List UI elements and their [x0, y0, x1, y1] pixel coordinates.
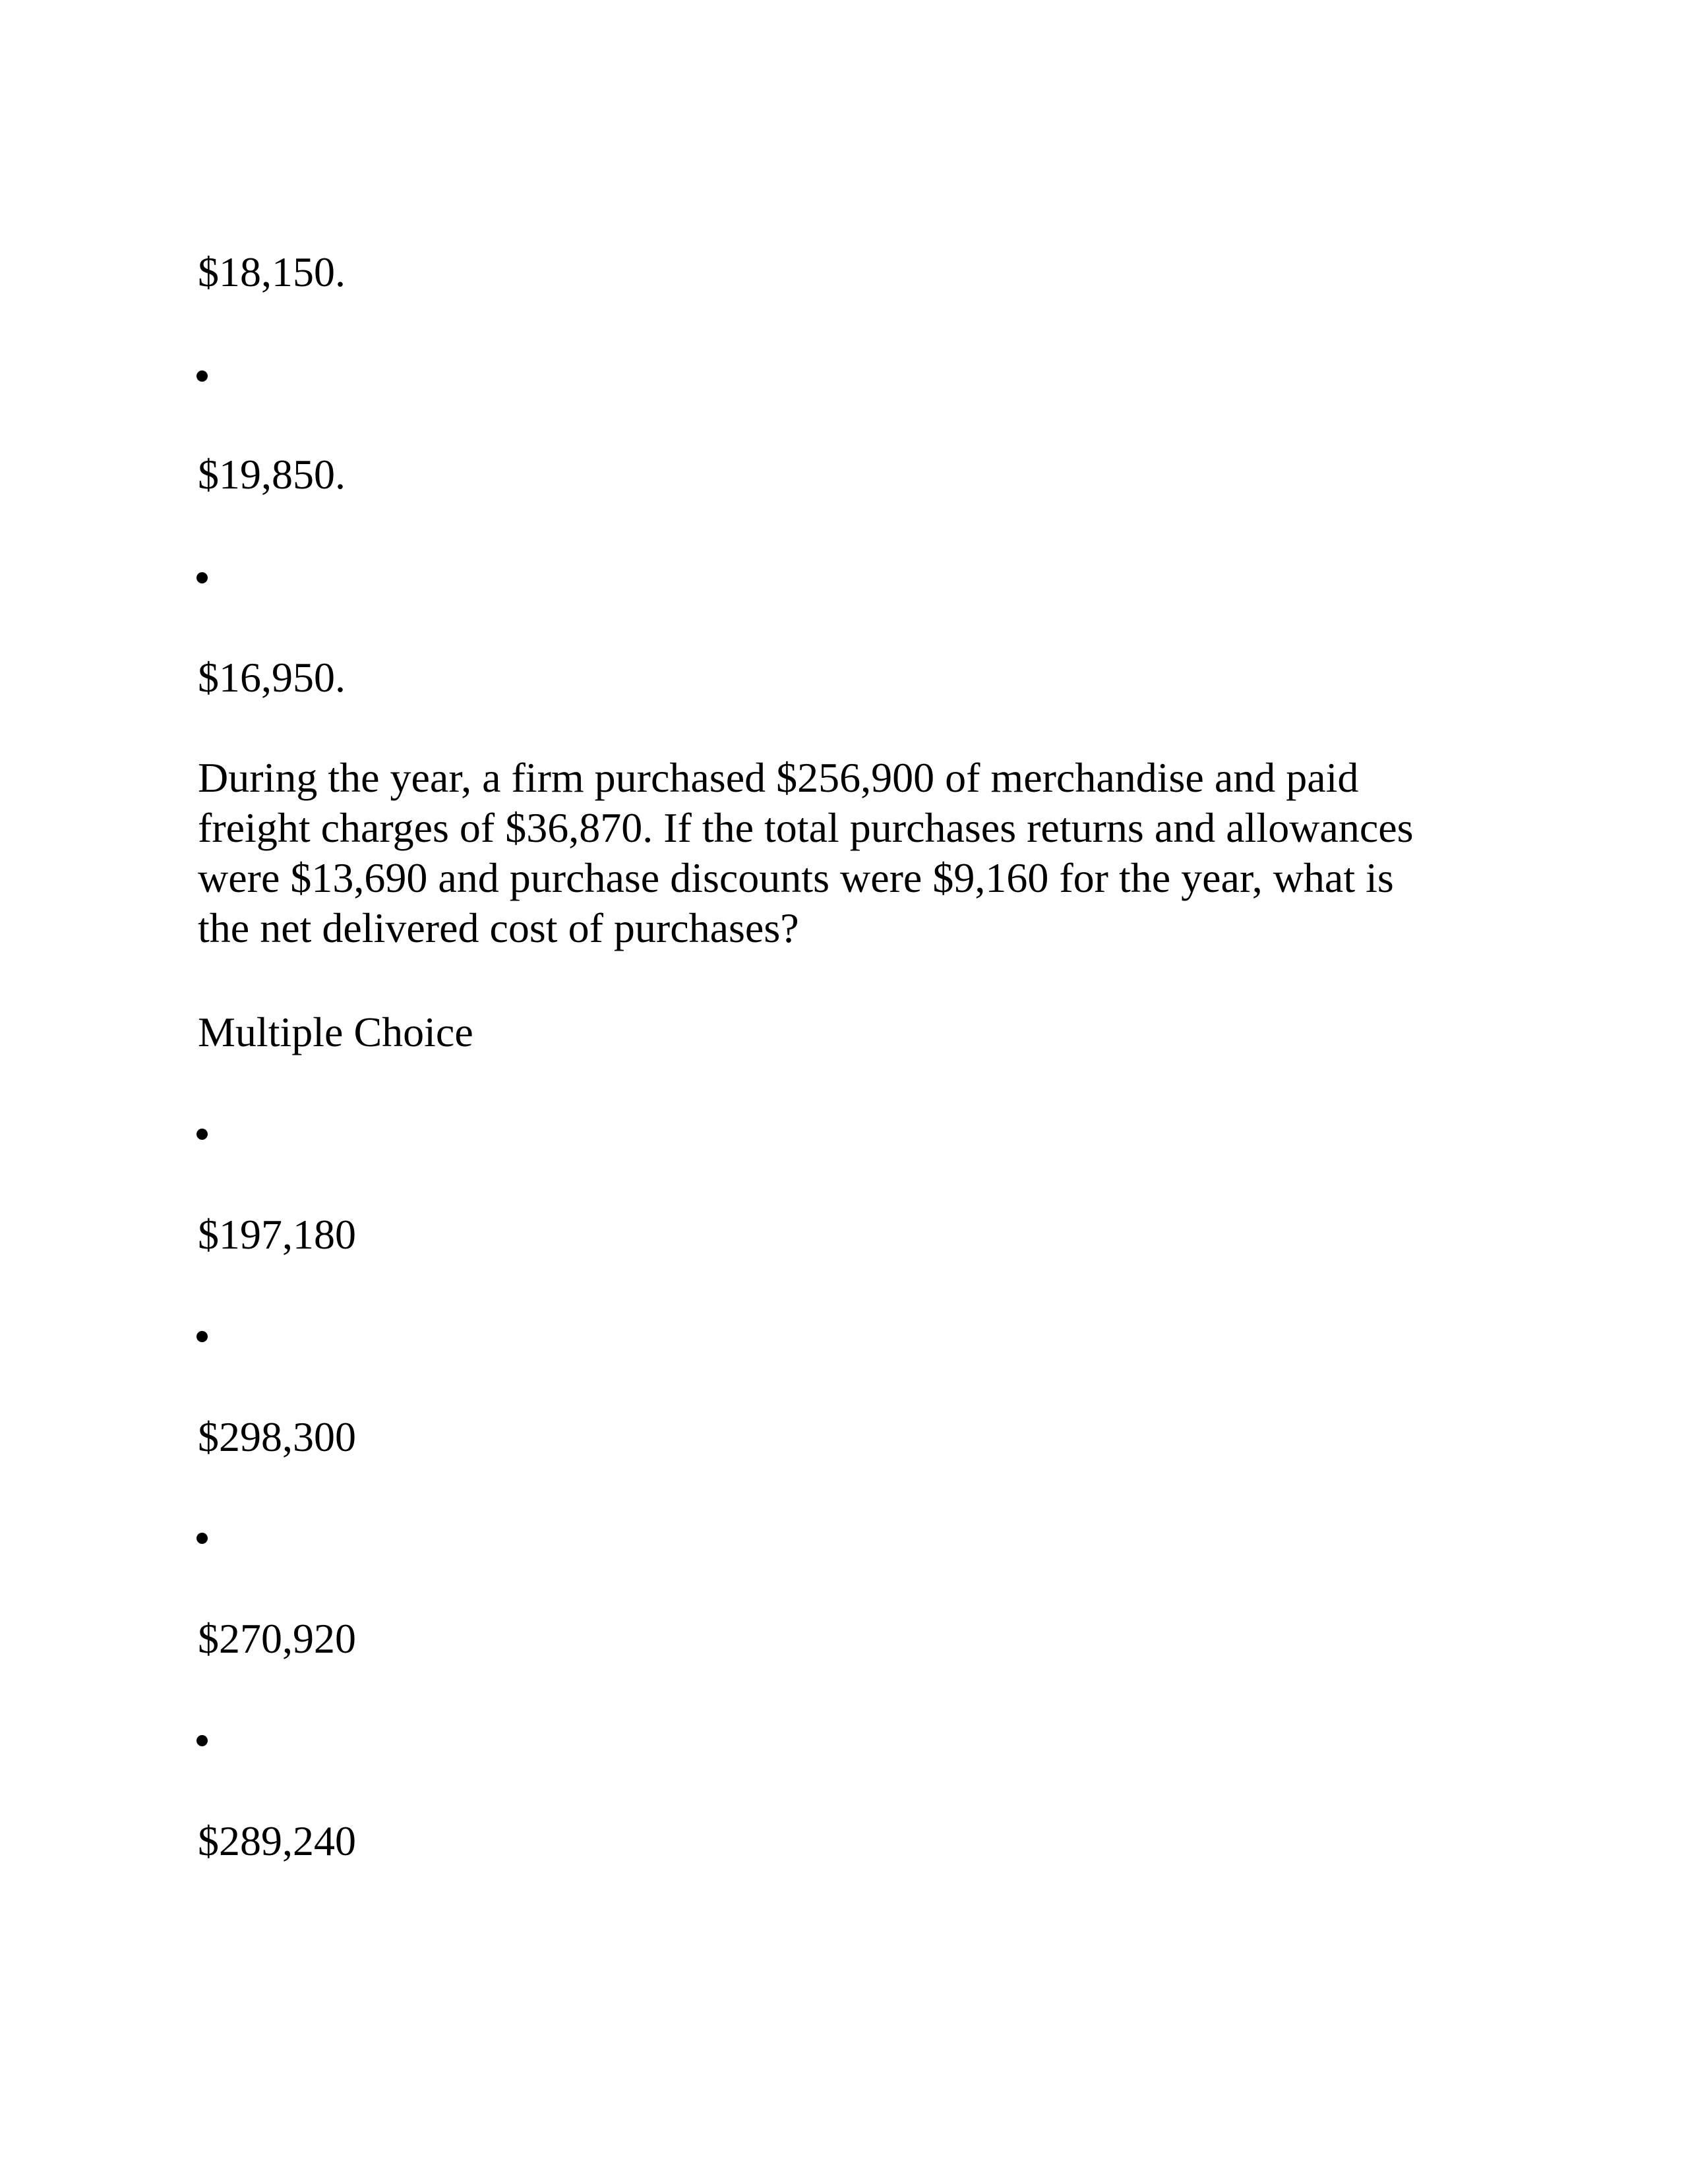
bullet-icon	[196, 572, 208, 583]
question-text	[198, 753, 1490, 953]
question-line: freight charges of $36,870. If the total purchases returns and allowances	[198, 804, 1414, 851]
question-line: the net delivered cost of purchases?	[198, 904, 799, 951]
choice-option[interactable]: $197,180	[198, 1211, 356, 1258]
choice-option[interactable]: $16,950.	[198, 654, 346, 701]
choice-option[interactable]: $18,150.	[198, 249, 346, 295]
bullet-icon	[196, 1129, 208, 1140]
bullet-icon	[196, 1533, 208, 1544]
bullet-icon	[196, 370, 208, 382]
question-line: were $13,690 and purchase discounts were $9,160 for the year, what is	[198, 854, 1394, 901]
choice-option[interactable]: $270,920	[198, 1615, 356, 1662]
question-line: During the year, a firm purchased $256,900 of merchandise and paid	[198, 754, 1359, 801]
choice-option[interactable]: $19,850.	[198, 451, 346, 498]
bullet-icon	[196, 1331, 208, 1342]
choice-option[interactable]: $298,300	[198, 1413, 356, 1460]
bullet-icon	[196, 1735, 208, 1746]
question-type-label: Multiple Choice	[198, 1009, 473, 1055]
choice-option[interactable]: $289,240	[198, 1817, 356, 1864]
